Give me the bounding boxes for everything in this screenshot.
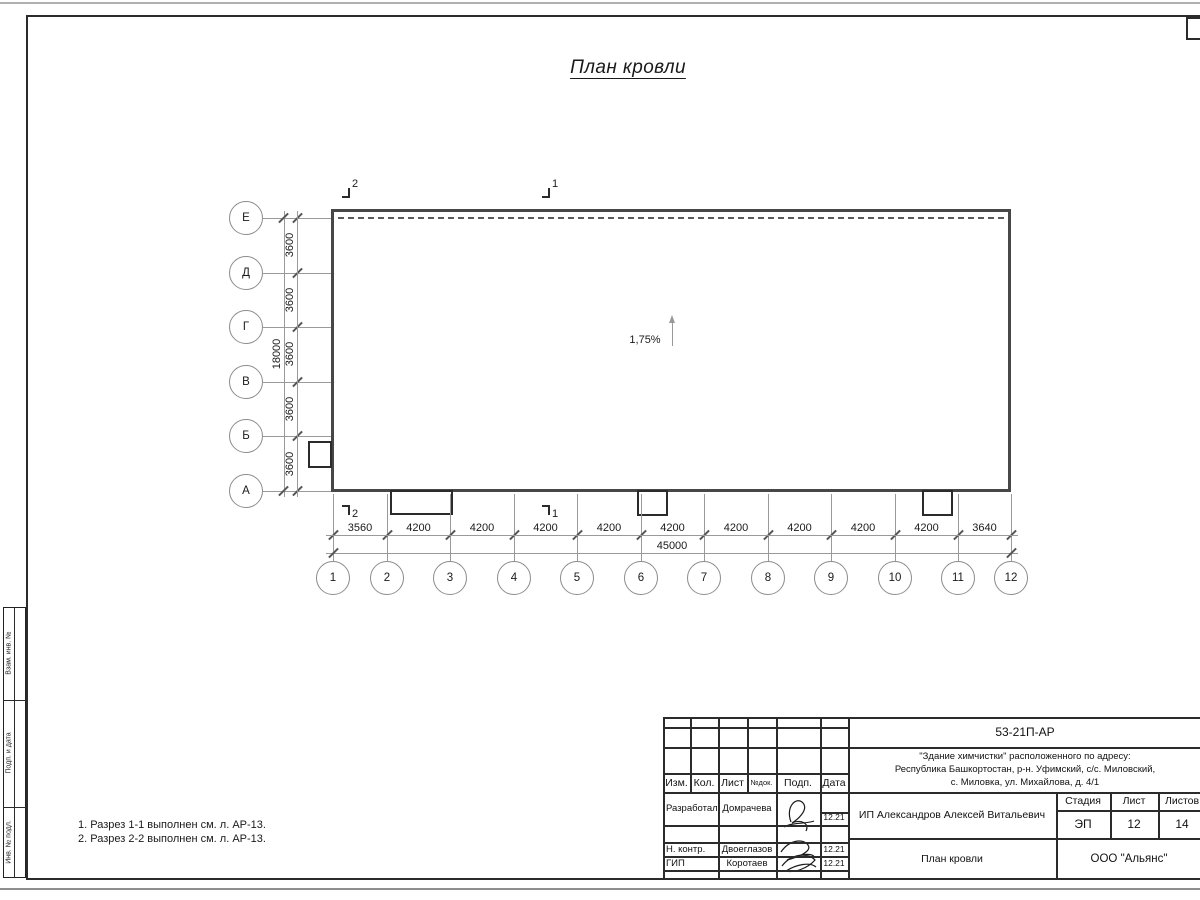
col-dim-label: 4200 (533, 521, 558, 534)
stage-value: ЭП (1074, 817, 1092, 831)
row-dim-label: 3600 (284, 233, 296, 258)
canopy-left (308, 441, 332, 468)
title-block-header-cell: Дата (822, 776, 846, 789)
frame-left (26, 15, 28, 880)
col-dim-label: 4200 (723, 521, 749, 534)
strip-divider (14, 607, 15, 878)
name-cell: Домрачева (722, 803, 772, 814)
title-block-line (663, 727, 848, 729)
col-axis-line (831, 494, 832, 561)
col-axis-line (768, 494, 769, 561)
frame-top (26, 15, 1200, 17)
col-axis-line (958, 494, 959, 561)
signatures (777, 794, 819, 878)
grid-circle-col: 1 (316, 561, 350, 595)
canopy-bottom-1 (390, 490, 453, 515)
grid-circle-col: 6 (624, 561, 658, 595)
title-block-line (848, 838, 1200, 840)
slope-label: 1,75% (629, 334, 661, 346)
section-mark-foot (542, 196, 549, 198)
col-dim-label: 4200 (406, 521, 431, 534)
col-total-label: 45000 (656, 539, 688, 552)
title-block-line (663, 717, 665, 879)
date-cell: 12.21 (823, 858, 845, 868)
title-block-header-cell: Подп. (784, 776, 812, 789)
dim-line-seg-v (297, 211, 298, 497)
sheets-label: Листов (1164, 795, 1200, 807)
slope-arrow-head (669, 315, 675, 323)
title-block-line (663, 717, 1200, 719)
strip-line-2 (3, 807, 26, 808)
sheets-value: 14 (1175, 817, 1189, 831)
project-line-1: "Здание химчистки" расположенного по адресу: (919, 751, 1131, 762)
page-top-edge (0, 2, 1200, 4)
strip-label-inv: Инв. № подл. (5, 820, 13, 864)
project-line-2: Республика Башкортостан, р-н. Уфимский, с/с. Миловский, (894, 764, 1156, 775)
col-dim-label: 3560 (347, 521, 373, 534)
canopy-bottom-3 (922, 490, 953, 516)
grid-circle-row: Г (229, 310, 263, 344)
dim-line-seg-h (326, 535, 1018, 536)
project-line-3: с. Миловка, ул. Михайлова, д. 4/1 (950, 777, 1100, 788)
title-block-line (1056, 810, 1200, 812)
row-dim-label: 3600 (284, 396, 296, 421)
parapet-dashed-line (338, 217, 1004, 219)
col-dim-label: 3640 (972, 521, 997, 534)
section-mark-label: 2 (351, 178, 359, 190)
date-cell: 12.21 (823, 812, 845, 822)
title-block-line (1110, 792, 1112, 838)
col-axis-line (641, 494, 642, 561)
section-mark-label: 2 (351, 508, 359, 520)
title-block-header-cell: Лист (721, 776, 744, 789)
strip-label-podp: Подп. и дата (5, 732, 13, 774)
role-cell: Разработал (666, 803, 718, 814)
grid-circle-col: 5 (560, 561, 594, 595)
grid-circle-row: Е (229, 201, 263, 235)
sheet-label: Лист (1122, 795, 1146, 807)
date-cell: 12.21 (823, 844, 845, 854)
row-dim-label: 3600 (284, 451, 296, 476)
row-dim-label: 3600 (284, 342, 296, 367)
col-dim-label: 4200 (914, 521, 939, 534)
strip-line-1 (3, 700, 26, 701)
section-mark-label: 1 (551, 178, 559, 190)
grid-circle-col: 12 (994, 561, 1028, 595)
title-block-line (663, 825, 848, 827)
doc-number: 53-21П-АР (995, 725, 1055, 739)
grid-circle-col: 3 (433, 561, 467, 595)
client-name: ИП Александров Алексей Витальевич (858, 809, 1046, 821)
title-block-line (776, 717, 778, 879)
col-dim-label: 4200 (469, 521, 495, 534)
page-bottom-edge (0, 888, 1200, 890)
notes (78, 818, 266, 846)
row-dim-label: 3600 (284, 287, 296, 312)
row-total-label: 18000 (270, 338, 283, 370)
title-block-line (848, 717, 850, 879)
col-dim-label: 4200 (850, 521, 876, 534)
grid-circle-col: 7 (687, 561, 721, 595)
col-dim-label: 4200 (787, 521, 812, 534)
col-axis-line (450, 494, 451, 561)
project-address (848, 747, 1200, 792)
grid-circle-col: 4 (497, 561, 531, 595)
role-cell: Н. контр. (666, 843, 706, 855)
col-axis-line (704, 494, 705, 561)
grid-circle-row: Б (229, 419, 263, 453)
role-cell: ГИП (666, 857, 685, 869)
building-outline (331, 209, 1011, 492)
section-mark-foot (342, 505, 349, 507)
note-line-2: 2. Разрез 2-2 выполнен см. л. АР-13. (78, 833, 266, 845)
note-line-1: 1. Разрез 1-1 выполнен см. л. АР-13. (78, 819, 266, 831)
sheet-value: 12 (1127, 817, 1141, 831)
title-block-header-cell: №док. (750, 778, 773, 787)
title-block-line (663, 747, 1200, 749)
grid-circle-col: 8 (751, 561, 785, 595)
grid-circle-col: 11 (941, 561, 975, 595)
name-cell: Коротаев (726, 857, 768, 869)
grid-circle-col: 9 (814, 561, 848, 595)
grid-circle-row: Д (229, 256, 263, 290)
section-mark-label: 1 (551, 508, 559, 520)
stage-label: Стадия (1065, 795, 1101, 807)
format-box (1186, 17, 1200, 40)
slope-arrow (672, 322, 673, 346)
title-block-line (1056, 792, 1058, 879)
dim-line-total-h (326, 553, 1018, 554)
col-axis-line (514, 494, 515, 561)
col-dim-label: 4200 (596, 521, 622, 534)
name-cell: Двоеглазов (721, 843, 773, 855)
section-mark-foot (342, 196, 349, 198)
grid-circle-col: 10 (878, 561, 912, 595)
title-block-header-cell: Изм. (665, 776, 688, 789)
col-dim-label: 4200 (660, 521, 685, 534)
title-block-line (663, 870, 848, 872)
col-axis-line (895, 494, 896, 561)
drawing-name-cell: План кровли (921, 852, 983, 865)
company-name: ООО "Альянс" (1090, 852, 1168, 865)
grid-circle-col: 2 (370, 561, 404, 595)
col-axis-line (387, 494, 388, 561)
grid-circle-row: А (229, 474, 263, 508)
strip-label-vzam: Взам. инв. № (5, 631, 13, 675)
col-axis-line (577, 494, 578, 561)
page-title: План кровли (570, 57, 686, 78)
grid-circle-row: В (229, 365, 263, 399)
section-mark-foot (542, 505, 549, 507)
title-block-line (1158, 792, 1160, 838)
title-block-header-cell: Кол. (693, 776, 715, 789)
